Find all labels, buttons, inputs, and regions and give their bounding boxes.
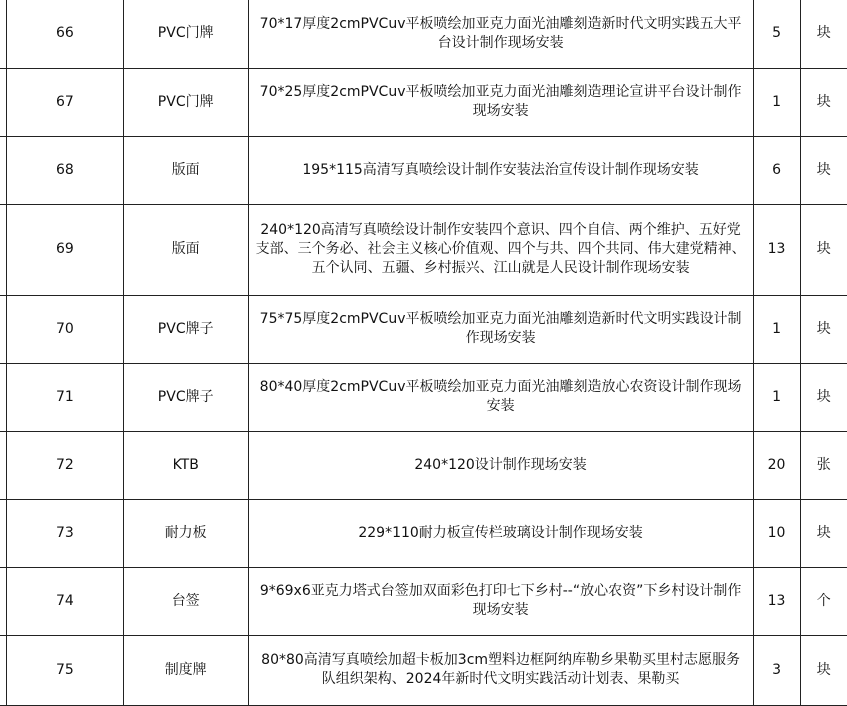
cell-quantity: 20 <box>753 431 800 499</box>
cell-name: 台签 <box>123 567 248 635</box>
cell-description: 80*80高清写真喷绘加超卡板加3cm塑料边框阿纳库勒乡果勒买里村志愿服务队组织架构、2024年新时代文明实践活动计划表、果勒买 <box>248 635 753 705</box>
cell-unit: 块 <box>800 204 847 295</box>
cell-description: 240*120设计制作现场安装 <box>248 431 753 499</box>
table-row <box>0 635 847 705</box>
cell-name: PVC牌子 <box>123 363 248 431</box>
cell-description: 195*115高清写真喷绘设计制作安装法治宣传设计制作现场安装 <box>248 136 753 204</box>
table-row <box>0 295 847 363</box>
cell-name: PVC牌子 <box>123 295 248 363</box>
table-row <box>0 431 847 499</box>
cell-name: 版面 <box>123 204 248 295</box>
cell-quantity: 3 <box>753 635 800 705</box>
cell-number: 71 <box>7 363 124 431</box>
cell-number: 73 <box>7 499 124 567</box>
cell-description: 75*75厚度2cmPVCuv平板喷绘加亚克力面光油雕刻造新时代文明实践设计制作现场安装 <box>248 295 753 363</box>
cell-number: 69 <box>7 204 124 295</box>
cell-name: PVC门牌 <box>123 0 248 68</box>
cell-unit: 块 <box>800 0 847 68</box>
cell-quantity: 6 <box>753 136 800 204</box>
cell-name: 制度牌 <box>123 635 248 705</box>
cell-quantity: 10 <box>753 499 800 567</box>
cell-quantity: 13 <box>753 204 800 295</box>
cell-quantity: 1 <box>753 68 800 136</box>
table-row <box>0 499 847 567</box>
cell-description: 80*40厚度2cmPVCuv平板喷绘加亚克力面光油雕刻造放心农资设计制作现场安装 <box>248 363 753 431</box>
cell-name: 版面 <box>123 136 248 204</box>
cell-unit: 个 <box>800 567 847 635</box>
cell-unit: 块 <box>800 136 847 204</box>
cell-description: 70*25厚度2cmPVCuv平板喷绘加亚克力面光油雕刻造理论宣讲平台设计制作现场安装 <box>248 68 753 136</box>
cell-description: 229*110耐力板宣传栏玻璃设计制作现场安装 <box>248 499 753 567</box>
cell-unit: 块 <box>800 68 847 136</box>
table-row <box>0 68 847 136</box>
cell-description: 9*69x6亚克力塔式台签加双面彩色打印七下乡村--“放心农资”下乡村设计制作现场安装 <box>248 567 753 635</box>
table-row <box>0 567 847 635</box>
cell-unit: 张 <box>800 431 847 499</box>
cell-unit: 块 <box>800 635 847 705</box>
table-row <box>0 0 847 68</box>
cell-number: 74 <box>7 567 124 635</box>
cell-number: 72 <box>7 431 124 499</box>
cell-quantity: 13 <box>753 567 800 635</box>
table-row <box>0 204 847 295</box>
cell-quantity: 5 <box>753 0 800 68</box>
cell-unit: 块 <box>800 499 847 567</box>
cell-number: 67 <box>7 68 124 136</box>
cell-name: KTB <box>123 431 248 499</box>
cell-name: 耐力板 <box>123 499 248 567</box>
cell-description: 70*17厚度2cmPVCuv平板喷绘加亚克力面光油雕刻造新时代文明实践五大平台设计制作现场安装 <box>248 0 753 68</box>
cell-number: 75 <box>7 635 124 705</box>
cell-quantity: 1 <box>753 295 800 363</box>
cell-number: 70 <box>7 295 124 363</box>
cell-number: 66 <box>7 0 124 68</box>
cell-description: 240*120高清写真喷绘设计制作安装四个意识、四个自信、两个维护、五好党支部、三个务必、社会主义核心价值观、四个与共、四个共同、伟大建党精神、五个认同、五疆、乡村振兴、江山就是人民设计制作现场安装 <box>248 204 753 295</box>
cell-number: 68 <box>7 136 124 204</box>
cell-quantity: 1 <box>753 363 800 431</box>
cell-unit: 块 <box>800 363 847 431</box>
table-row <box>0 136 847 204</box>
cell-unit: 块 <box>800 295 847 363</box>
table-row <box>0 363 847 431</box>
cell-name: PVC门牌 <box>123 68 248 136</box>
